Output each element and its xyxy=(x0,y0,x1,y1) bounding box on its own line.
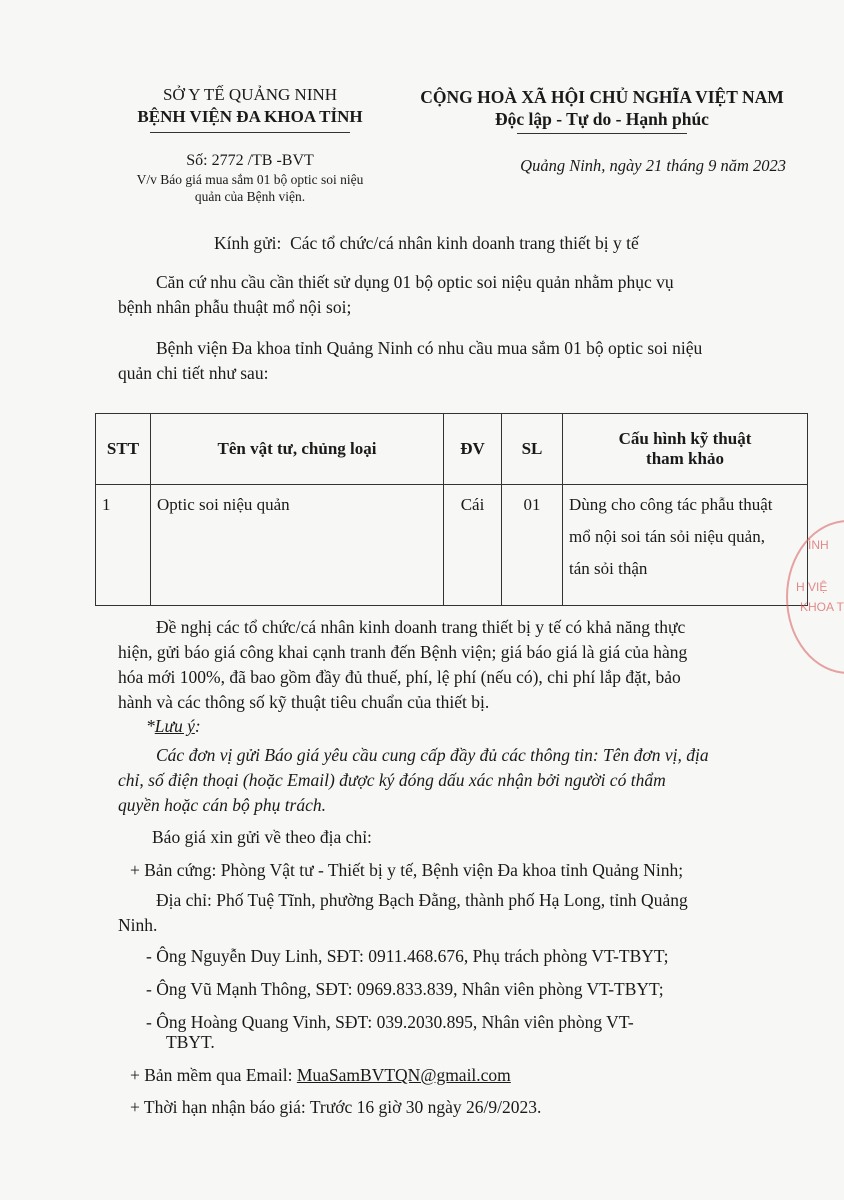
cell-config-line3: tán sỏi thận xyxy=(569,559,648,578)
unit-name: BỆNH VIỆN ĐA KHOA TỈNH xyxy=(137,107,363,126)
soft-copy-line xyxy=(130,1063,770,1088)
header-right-rule xyxy=(517,133,687,134)
soft-copy-label: + Bản mềm qua Email: xyxy=(130,1065,297,1085)
stamp-text-3: KHOA T xyxy=(800,600,844,614)
note-paragraph xyxy=(118,743,768,818)
request-line4: hành và các thông số kỹ thuật tiêu chuẩn của thiết bị. xyxy=(118,692,490,712)
request-paragraph xyxy=(118,615,768,715)
table-row xyxy=(96,485,808,606)
intro-p1-line2: bệnh nhân phẫu thuật mổ nội soi; xyxy=(118,297,352,317)
contact-3: - Ông Hoàng Quang Vinh, SĐT: 039.2030.895, Nhân viên phòng VT- xyxy=(146,1012,634,1032)
cell-config-line1: Dùng cho công tác phẫu thuật xyxy=(569,495,773,514)
subject-line-1: V/v Báo giá mua sắm 01 bộ optic soi niệu xyxy=(136,172,364,187)
contact-1: - Ông Nguyễn Duy Linh, SĐT: 0911.468.676, Phụ trách phòng VT-TBYT; xyxy=(146,946,669,966)
cell-name: Optic soi niệu quản xyxy=(151,485,444,606)
table-header-row xyxy=(96,414,808,485)
stamp-text-2: H VIỆ xyxy=(796,580,828,594)
intro-p1-line1: Căn cứ nhu cầu cần thiết sử dụng 01 bộ optic soi niệu quản nhằm phục vụ xyxy=(156,272,674,292)
request-line2: hiện, gửi báo giá công khai cạnh tranh đến Bệnh viện; giá báo giá là giá của hàng xyxy=(118,642,688,662)
note-line1: Các đơn vị gửi Báo giá yêu cầu cung cấp đầy đủ các thông tin: Tên đơn vị, địa xyxy=(156,745,709,765)
header-config-line1: Cấu hình kỹ thuật xyxy=(618,429,752,448)
address-block xyxy=(118,888,768,938)
intro-p2-line1: Bệnh viện Đa khoa tỉnh Quảng Ninh có nhu cầu mua sắm 01 bộ optic soi niệu xyxy=(156,338,703,358)
spec-table xyxy=(95,413,808,606)
cell-config xyxy=(563,485,808,606)
org-name: SỞ Y TẾ QUẢNG NINH xyxy=(162,85,338,104)
note-line2: chỉ, số điện thoại (hoặc Email) được ký đóng dấu xác nhận bởi người có thẩm xyxy=(118,770,666,790)
header-qty: SL xyxy=(502,414,563,485)
stamp-text-1: ÌNH xyxy=(808,538,829,552)
recipient-label: Kính gửi: xyxy=(214,233,282,253)
header-right xyxy=(392,86,812,176)
request-line1: Đề nghị các tổ chức/cá nhân kinh doanh trang thiết bị y tế có khả năng thực xyxy=(156,617,686,637)
subject-line-2: quản của Bệnh viện. xyxy=(194,189,306,204)
intro-p2-line2: quản chi tiết như sau: xyxy=(118,363,269,383)
recipient xyxy=(214,231,794,256)
note-label xyxy=(146,714,746,739)
recipient-text: Các tổ chức/cá nhân kinh doanh trang thiết bị y tế xyxy=(290,233,639,253)
header-name: Tên vật tư, chủng loại xyxy=(151,414,444,485)
deadline-line: + Thời hạn nhận báo giá: Trước 16 giờ 30 ngày 26/9/2023. xyxy=(130,1097,542,1117)
header-config-line2: tham khảo xyxy=(646,449,724,468)
email-link[interactable]: MuaSamBVTQN@gmail.com xyxy=(296,1065,511,1085)
header-stt: STT xyxy=(96,414,151,485)
header-unit: ĐV xyxy=(444,414,502,485)
address-line2: Ninh. xyxy=(118,915,158,935)
intro-paragraph-1 xyxy=(118,270,768,320)
document-date: Quảng Ninh, ngày 21 tháng 9 năm 2023 xyxy=(520,156,786,175)
contact-2: - Ông Vũ Mạnh Thông, SĐT: 0969.833.839, Nhân viên phòng VT-TBYT; xyxy=(146,979,664,999)
note-line3: quyền hoặc cán bộ phụ trách. xyxy=(118,795,327,815)
address-line1: Địa chỉ: Phố Tuệ Tĩnh, phường Bạch Đằng, thành phố Hạ Long, tỉnh Quảng xyxy=(156,890,688,910)
note-colon: : xyxy=(194,716,201,736)
document-number: Số: 2772 /TB -BVT xyxy=(186,152,314,169)
hard-copy-line: + Bản cứng: Phòng Vật tư - Thiết bị y tế, Bệnh viện Đa khoa tỉnh Quảng Ninh; xyxy=(130,860,684,880)
note-label-text: Lưu ý xyxy=(154,716,195,736)
request-line3: hóa mới 100%, đã bao gồm đầy đủ thuế, phí, lệ phí (nếu có), chi phí lắp đặt, bảo xyxy=(118,667,681,687)
header-left-rule xyxy=(150,132,350,133)
cell-unit: Cái xyxy=(444,485,502,606)
cell-stt: 1 xyxy=(96,485,151,606)
country-name: CỘNG HOÀ XÃ HỘI CHỦ NGHĨA VIỆT NAM xyxy=(420,87,784,107)
send-intro: Báo giá xin gửi về theo địa chỉ: xyxy=(152,827,372,847)
contact-3-cont: TBYT. xyxy=(166,1032,215,1052)
cell-qty: 01 xyxy=(502,485,563,606)
header-config xyxy=(563,414,808,485)
cell-config-line2: mổ nội soi tán sỏi niệu quản, xyxy=(569,527,765,546)
motto: Độc lập - Tự do - Hạnh phúc xyxy=(495,109,709,129)
header-left xyxy=(100,84,400,205)
intro-paragraph-2 xyxy=(118,336,768,386)
note-asterisk: * xyxy=(146,716,155,736)
